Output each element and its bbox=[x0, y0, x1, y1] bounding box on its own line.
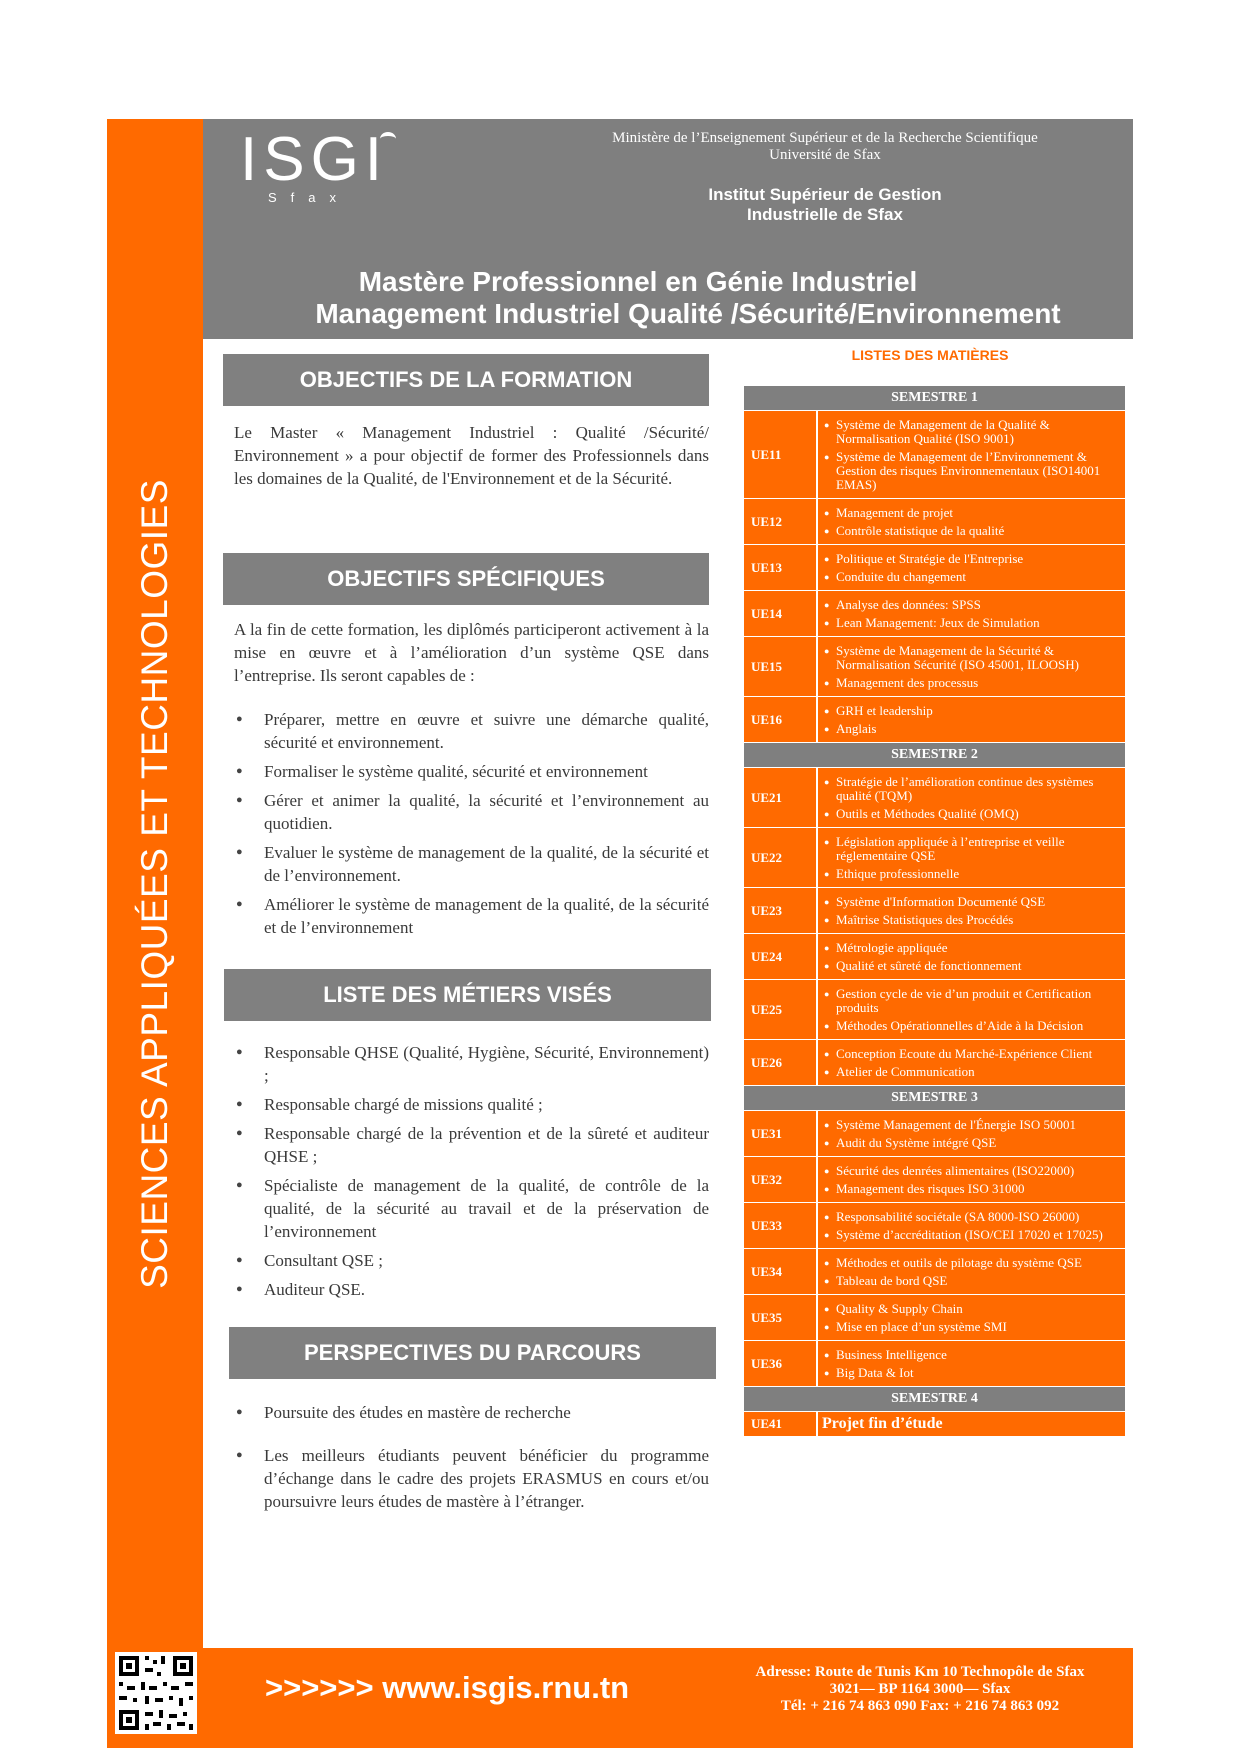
semester-header: SEMESTRE 3 bbox=[744, 1086, 1125, 1111]
ue-item: ● Politique et Stratégie de l'Entreprise bbox=[824, 552, 1119, 566]
ue-code: UE34 bbox=[744, 1249, 818, 1294]
ue-code: UE22 bbox=[744, 828, 818, 887]
list-item: ● Consultant QSE ; bbox=[234, 1249, 709, 1272]
table-row bbox=[744, 411, 1125, 499]
ue-items bbox=[818, 411, 1125, 498]
table-row bbox=[744, 637, 1125, 697]
ue-items bbox=[818, 1203, 1125, 1248]
address-line2: 3021— BP 1164 3000— Sfax bbox=[829, 1681, 1011, 1697]
institute-line1: Institut Supérieur de Gestion bbox=[708, 185, 942, 204]
ue-item: ● Système de Management de la Sécurité & Normalisation Sécurité (ISO 45001, ILOOSH) bbox=[824, 644, 1119, 672]
table-row bbox=[744, 697, 1125, 743]
ue-code: UE13 bbox=[744, 545, 818, 590]
specifiques-list bbox=[234, 708, 709, 945]
table-row bbox=[744, 1111, 1125, 1157]
list-item: ● Préparer, mettre en œuvre et suivre une démarche qualité, sécurité et environnement. bbox=[234, 708, 709, 754]
ue-code: UE21 bbox=[744, 768, 818, 827]
list-item: ● Poursuite des études en mastère de recherche bbox=[234, 1401, 709, 1424]
table-row bbox=[744, 934, 1125, 980]
ue-item: ● Méthodes Opérationnelles d’Aide à la Décision bbox=[824, 1019, 1119, 1033]
ue-item: ● Anglais bbox=[824, 722, 1119, 736]
ue-item: Projet fin d’étude bbox=[822, 1415, 943, 1432]
table-row bbox=[744, 768, 1125, 828]
ue-item: ● Système de Management de l’Environnement & Gestion des risques Environnementaux (ISO14001 EMAS) bbox=[824, 450, 1119, 492]
ue-code: UE14 bbox=[744, 591, 818, 636]
ue-code: UE32 bbox=[744, 1157, 818, 1202]
ue-item: ● Sécurité des denrées alimentaires (ISO22000) bbox=[824, 1164, 1119, 1178]
logo-name: ISGI bbox=[240, 125, 389, 194]
ue-item: ● Responsabilité sociétale (SA 8000-ISO 26000) bbox=[824, 1210, 1119, 1224]
ue-items bbox=[818, 1341, 1125, 1386]
ue-item: ● Audit du Système intégré QSE bbox=[824, 1136, 1119, 1150]
ue-code: UE25 bbox=[744, 980, 818, 1039]
table-row bbox=[744, 591, 1125, 637]
ue-item: ● Système d'Information Documenté QSE bbox=[824, 895, 1119, 909]
ue-items bbox=[818, 1249, 1125, 1294]
list-item: ● Les meilleurs étudiants peuvent bénéficier du programme d’échange dans le cadre des projets ERASMUS en cours et/ou poursuivre leurs études de mastère à l’étranger. bbox=[234, 1444, 709, 1513]
table-row bbox=[744, 1412, 1125, 1437]
objectifs-heading: OBJECTIFS DE LA FORMATION bbox=[223, 354, 709, 406]
ue-code: UE31 bbox=[744, 1111, 818, 1156]
logo-leaf-icon bbox=[380, 132, 396, 146]
list-item: ● Responsable QHSE (Qualité, Hygiène, Sécurité, Environnement) ; bbox=[234, 1041, 709, 1087]
table-row bbox=[744, 545, 1125, 591]
ue-code: UE12 bbox=[744, 499, 818, 544]
list-item: ● Améliorer le système de management de la qualité, de la sécurité et de l’environnement bbox=[234, 893, 709, 939]
address-line1: Adresse: Route de Tunis Km 10 Technopôle de Sfax bbox=[755, 1664, 1085, 1680]
ue-item: ● Management des risques ISO 31000 bbox=[824, 1182, 1119, 1196]
institute-block bbox=[600, 185, 1050, 225]
ue-item: ● Quality & Supply Chain bbox=[824, 1302, 1119, 1316]
perspectives-heading: PERSPECTIVES DU PARCOURS bbox=[229, 1327, 716, 1379]
semester-header: SEMESTRE 1 bbox=[744, 386, 1125, 411]
table-row bbox=[744, 1040, 1125, 1086]
list-item: ● Formaliser le système qualité, sécurité et environnement bbox=[234, 760, 709, 783]
table-row bbox=[744, 1341, 1125, 1387]
address-line3: Tél: + 216 74 863 090 Fax: + 216 74 863 092 bbox=[780, 1698, 1060, 1714]
ue-item: ● Business Intelligence bbox=[824, 1348, 1119, 1362]
university-name: Université de Sfax bbox=[769, 147, 881, 163]
ue-items bbox=[818, 1111, 1125, 1156]
table-row bbox=[744, 888, 1125, 934]
ministry-name: Ministère de l’Enseignement Supérieur et de la Recherche Scientifique bbox=[612, 130, 1038, 146]
list-item: ● Auditeur QSE. bbox=[234, 1278, 709, 1301]
ue-code: UE41 bbox=[744, 1412, 818, 1436]
ue-code: UE16 bbox=[744, 697, 818, 742]
ue-items bbox=[818, 499, 1125, 544]
ue-code: UE23 bbox=[744, 888, 818, 933]
website-link[interactable]: >>>>>> www.isgis.rnu.tn bbox=[265, 1670, 630, 1705]
ue-items bbox=[818, 591, 1125, 636]
ue-item: ● Conception Ecoute du Marché-Expérience Client bbox=[824, 1047, 1119, 1061]
ue-item: ● Gestion cycle de vie d’un produit et Certification produits bbox=[824, 987, 1119, 1015]
ue-items bbox=[818, 888, 1125, 933]
ue-item: ● Législation appliquée à l’entreprise et veille réglementaire QSE bbox=[824, 835, 1119, 863]
ue-item: ● Méthodes et outils de pilotage du système QSE bbox=[824, 1256, 1119, 1270]
ue-item: ● Big Data & Iot bbox=[824, 1366, 1119, 1380]
metiers-heading: LISTE DES MÉTIERS VISÉS bbox=[224, 969, 711, 1021]
ue-item: ● Stratégie de l’amélioration continue des systèmes qualité (TQM) bbox=[824, 775, 1119, 803]
ue-items bbox=[818, 697, 1125, 742]
list-item: ● Responsable chargé de missions qualité ; bbox=[234, 1093, 709, 1116]
ue-item: ● Système d’accréditation (ISO/CEI 17020 et 17025) bbox=[824, 1228, 1119, 1242]
table-row bbox=[744, 1295, 1125, 1341]
metiers-list bbox=[234, 1041, 709, 1307]
table-row bbox=[744, 828, 1125, 888]
ue-items bbox=[818, 1412, 1125, 1436]
ue-code: UE15 bbox=[744, 637, 818, 696]
ministry-block bbox=[560, 130, 1090, 164]
table-row bbox=[744, 1203, 1125, 1249]
ue-item: ● GRH et leadership bbox=[824, 704, 1119, 718]
ue-code: UE24 bbox=[744, 934, 818, 979]
specifiques-intro: A la fin de cette formation, les diplômés participeront activement à la mise en œuvre et à l’amélioration d’un système QSE dans l’entreprise. Ils seront capables de : bbox=[234, 620, 709, 685]
ue-item: ● Métrologie appliquée bbox=[824, 941, 1119, 955]
ue-item: ● Tableau de bord QSE bbox=[824, 1274, 1119, 1288]
ue-item: ● Contrôle statistique de la qualité bbox=[824, 524, 1119, 538]
ue-item: ● Lean Management: Jeux de Simulation bbox=[824, 616, 1119, 630]
ue-item: ● Mise en place d’un système SMI bbox=[824, 1320, 1119, 1334]
ue-items bbox=[818, 1157, 1125, 1202]
list-item: ● Evaluer le système de management de la qualité, de la sécurité et de l’environnement. bbox=[234, 841, 709, 887]
semester-header: SEMESTRE 2 bbox=[744, 743, 1125, 768]
table-row bbox=[744, 1249, 1125, 1295]
table-row bbox=[744, 1157, 1125, 1203]
matieres-table bbox=[744, 386, 1125, 1437]
ue-code: UE26 bbox=[744, 1040, 818, 1085]
page-title-line1: Mastère Professionnel en Génie Industriel bbox=[358, 266, 918, 297]
logo-sub: Sfax bbox=[268, 190, 351, 205]
ue-item: ● Maîtrise Statistiques des Procédés bbox=[824, 913, 1119, 927]
semester-header: SEMESTRE 4 bbox=[744, 1387, 1125, 1412]
specifiques-heading: OBJECTIFS SPÉCIFIQUES bbox=[223, 553, 709, 605]
page-title-line2: Management Industriel Qualité /Sécurité/Environnement bbox=[315, 298, 1061, 329]
ue-item: ● Management de projet bbox=[824, 506, 1119, 520]
ue-code: UE33 bbox=[744, 1203, 818, 1248]
ue-items bbox=[818, 934, 1125, 979]
matieres-title: LISTES DES MATIÈRES bbox=[851, 347, 1009, 363]
ue-code: UE35 bbox=[744, 1295, 818, 1340]
perspectives-list bbox=[234, 1401, 709, 1519]
list-item: ● Gérer et animer la qualité, la sécurité et l’environnement au quotidien. bbox=[234, 789, 709, 835]
ue-code: UE11 bbox=[744, 411, 818, 498]
ue-item: ● Système de Management de la Qualité & Normalisation Qualité (ISO 9001) bbox=[824, 418, 1119, 446]
qr-code-icon bbox=[115, 1652, 197, 1734]
list-item: ● Responsable chargé de la prévention et de la sûreté et auditeur QHSE ; bbox=[234, 1122, 709, 1168]
ue-item: ● Ethique professionnelle bbox=[824, 867, 1119, 881]
ue-items bbox=[818, 1295, 1125, 1340]
ue-item: ● Qualité et sûreté de fonctionnement bbox=[824, 959, 1119, 973]
ue-item: ● Conduite du changement bbox=[824, 570, 1119, 584]
ue-items bbox=[818, 637, 1125, 696]
side-title bbox=[107, 119, 203, 1649]
ue-item: ● Outils et Méthodes Qualité (OMQ) bbox=[824, 807, 1119, 821]
ue-item: ● Système Management de l'Énergie ISO 50001 bbox=[824, 1118, 1119, 1132]
ue-items bbox=[818, 1040, 1125, 1085]
ue-item: ● Management des processus bbox=[824, 676, 1119, 690]
ue-code: UE36 bbox=[744, 1341, 818, 1386]
ue-items bbox=[818, 768, 1125, 827]
ue-items bbox=[818, 828, 1125, 887]
table-row bbox=[744, 980, 1125, 1040]
table-row bbox=[744, 499, 1125, 545]
list-item: ● Spécialiste de management de la qualité, de contrôle de la qualité, de la sécurité au travail et de la préservation de l’environnement bbox=[234, 1174, 709, 1243]
ue-items bbox=[818, 980, 1125, 1039]
ue-items bbox=[818, 545, 1125, 590]
side-title-text: SCIENCES APPLIQUÉES ET TECHNOLOGIES bbox=[134, 479, 176, 1289]
address-block bbox=[720, 1664, 1120, 1715]
objectifs-text: Le Master « Management Industriel : Qualité /Sécurité/ Environnement » a pour objectif de former des Professionnels dans les domaines de la Qualité, de l'Environnement et de la Sécurité. bbox=[234, 423, 709, 488]
institute-line2: Industrielle de Sfax bbox=[747, 205, 903, 224]
ue-item: ● Analyse des données: SPSS bbox=[824, 598, 1119, 612]
ue-item: ● Atelier de Communication bbox=[824, 1065, 1119, 1079]
